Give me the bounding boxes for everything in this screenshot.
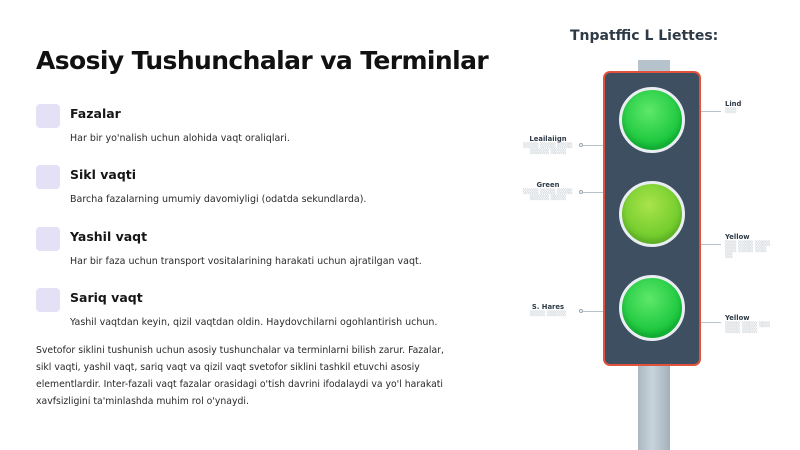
term-description: Yashil vaqtdan keyin, qizil vaqtdan oldin. Haydovchilarni ogohlantirish uchun.: [70, 317, 438, 328]
term-name: Yashil vaqt: [70, 229, 148, 244]
middle-lamp: [619, 181, 685, 247]
term-description: Barcha fazalarning umumiy davomiyligi (odatda sekundlarda).: [70, 194, 367, 205]
summary-paragraph: Svetofor siklini tushunish uchun asosiy tushunchalar va terminlarni bilish zarur. Fazalar, sikl vaqti, yashil vaqt, sariq vaqt va qizil vaqt svetofor siklini tashkil etuvchi asosiy elementlardir. Inter-fazali vaqt fazalar orasidagi o'tish davrini ifodalaydi va yo'l harakati xavfsizligini ta'minlashda muhim rol o'ynaydi.: [36, 345, 444, 407]
leader-line: [701, 111, 721, 112]
term-description: Har bir yo'nalish uchun alohida vaqt oraliqlari.: [70, 133, 290, 144]
figure-label-left-2: Green ░░░░ ░░░░ ░░░░ ░░░░░ ░░░░: [523, 181, 573, 201]
figure-label-right-3: Yellow ░░░░ ░░░░ ░░░ ░░░░ ░░░░: [725, 314, 771, 334]
top-lamp: [619, 87, 685, 153]
figure-label-right-2: Yellow ░░░ ░░░░ ░░░░ ░░░ ░░░░ ░░░ ░░: [725, 233, 771, 259]
term-marker-icon: [36, 227, 60, 251]
leader-line: [583, 192, 603, 193]
term-marker-icon: [36, 104, 60, 128]
term-marker-icon: [36, 288, 60, 312]
bottom-lamp: [619, 275, 685, 341]
figure-label-left-1: Leailaiign ░░░░ ░░░░ ░░░░ ░░░░░ ░░░░: [523, 135, 573, 155]
figure-title: Tnpatffic L Liettes:: [570, 28, 719, 44]
leader-line: [583, 145, 603, 146]
leader-line: [701, 322, 721, 323]
term-marker-icon: [36, 165, 60, 189]
traffic-light-housing: [603, 71, 701, 366]
term-name: Sariq vaqt: [70, 290, 143, 305]
term-description: Har bir faza uchun transport vositalarining harakati uchun ajratilgan vaqt.: [70, 256, 422, 267]
traffic-light-pole: [638, 364, 670, 450]
figure-label-right-1: Lind ░░░: [725, 100, 742, 114]
leader-line: [583, 311, 603, 312]
slide-title: Asosiy Tushunchalar va Terminlar: [36, 46, 489, 75]
leader-line: [701, 244, 721, 245]
term-name: Sikl vaqti: [70, 167, 137, 182]
figure-label-left-3: S. Hares ░░░░ ░░░░░: [529, 303, 567, 317]
term-name: Fazalar: [70, 106, 121, 121]
